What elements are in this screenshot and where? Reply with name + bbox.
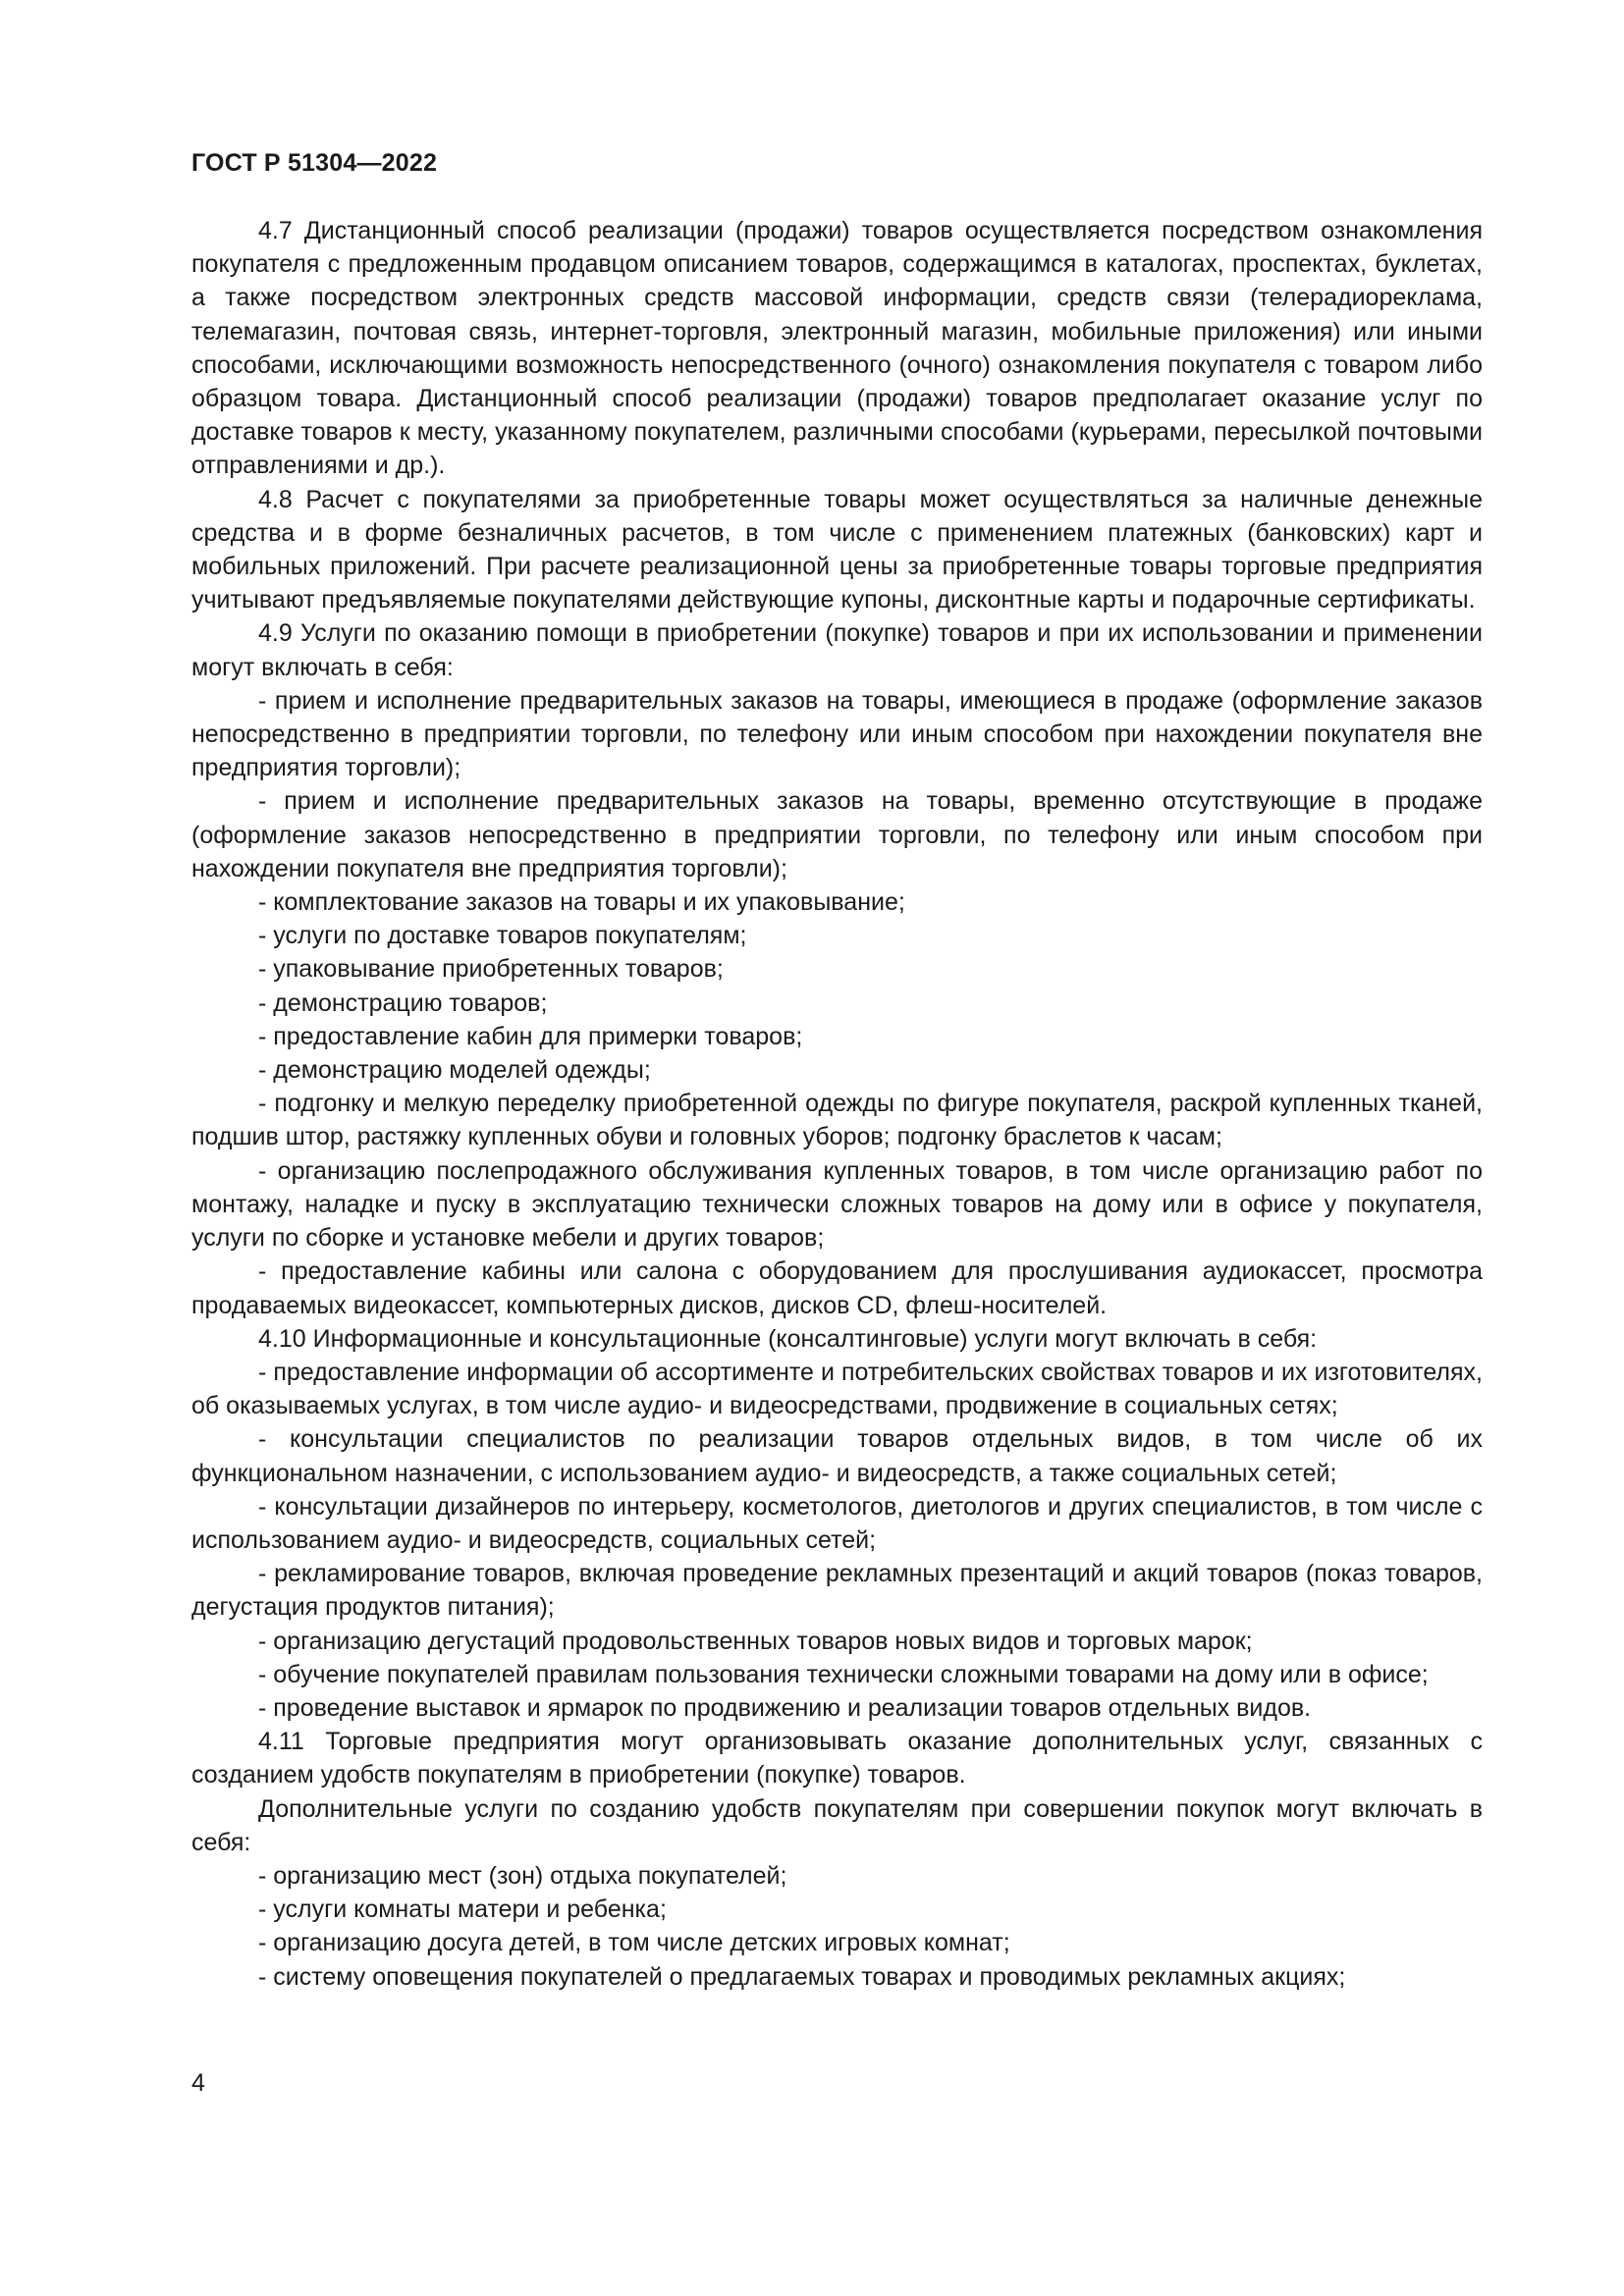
list-item: - предоставление информации об ассортименте и потребительских свойствах товаров и их изготовителях, об оказываемых услугах, в том числе аудио- и видеосредствами, продвижение в социальных сетях;: [191, 1358, 1483, 1420]
list-item: - услуги комнаты матери и ребенка;: [258, 1896, 667, 1924]
paragraph-4-7: 4.7 Дистанционный способ реализации (продажи) товаров осуществляется посредством ознакомления покупателя с предложенным продавцом описанием товаров, содержащимся в каталогах, проспектах, буклетах, а также посредством электронных средств массовой информации, средств связи (телерадиореклама, телемагазин, почтовая связь, интернет-торговля, электронный магазин, мобильные приложения) или иными способами, исключающими возможность непосредственного (очного) ознакомления покупателя с товаром либо образцом товара. Дистанционный способ реализации (продажи) товаров предполагает оказание услуг по доставке товаров к месту, указанному покупателем, различными способами (курьерами, пересылкой почтовыми отправлениями и др.).: [191, 217, 1483, 480]
list-item: - организацию дегустаций продовольственных товаров новых видов и торговых марок;: [258, 1627, 1253, 1655]
list-item: - прием и исполнение предварительных заказов на товары, временно отсутствующие в продаже (оформление заказов непосредственно в предприятии торговли, по телефону или иным способом при нахождении покупателя вне предприятия торговли);: [191, 787, 1483, 882]
list-item: - организацию досуга детей, в том числе детских игровых комнат;: [258, 1929, 1010, 1957]
list-item: - предоставление кабин для примерки товаров;: [258, 1022, 803, 1050]
document-body: [191, 214, 1483, 1994]
list-item: - организацию послепродажного обслуживания купленных товаров, в том числе организацию работ по монтажу, наладке и пуску в эксплуатацию технически сложных товаров на дому или в офисе у покупателя, услуги по сборке и установке мебели и других товаров;: [191, 1156, 1483, 1253]
list-item: - предоставление кабины или салона с оборудованием для прослушивания аудиокассет, просмотра продаваемых видеокассет, компьютерных дисков, дисков CD, флеш-носителей.: [191, 1257, 1483, 1319]
paragraph-4-9: 4.9 Услуги по оказанию помощи в приобретении (покупке) товаров и при их использовании и применении могут включать в себя:: [191, 619, 1483, 681]
list-item: - прием и исполнение предварительных заказов на товары, имеющиеся в продаже (оформление заказов непосредственно в предприятии торговли, по телефону или иным способом при нахождении покупателя вне предприятия торговли);: [191, 686, 1483, 782]
list-item: - услуги по доставке товаров покупателям;: [258, 922, 747, 950]
list-item: - систему оповещения покупателей о предлагаемых товарах и проводимых рекламных акциях;: [258, 1962, 1346, 1991]
list-item: - демонстрацию товаров;: [258, 988, 548, 1017]
list-item: - подгонку и мелкую переделку приобретенной одежды по фигуре покупателя, раскрой купленных тканей, подшив штор, растяжку купленных обуви и головных уборов; подгонку браслетов к часам;: [191, 1090, 1483, 1151]
list-item: - обучение покупателей правилам пользования технически сложными товарами на дому или в офисе;: [258, 1660, 1429, 1688]
page-number: 4: [191, 2069, 205, 2097]
list-item: - комплектование заказов на товары и их упаковывание;: [258, 888, 905, 917]
paragraph-4-10: 4.10 Информационные и консультационные (консалтинговые) услуги могут включать в себя:: [258, 1324, 1318, 1353]
list-item: - рекламирование товаров, включая проведение рекламных презентаций и акций товаров (показ товаров, дегустация продуктов питания);: [191, 1560, 1483, 1622]
list-item: - демонстрацию моделей одежды;: [258, 1056, 651, 1085]
paragraph-4-11: 4.11 Торговые предприятия могут организовывать оказание дополнительных услуг, связанных с созданием удобств покупателям в приобретении (покупке) товаров.: [191, 1728, 1483, 1789]
list-item: - организацию мест (зон) отдыха покупателей;: [258, 1861, 787, 1890]
paragraph-4-8: 4.8 Расчет с покупателями за приобретенные товары может осуществляться за наличные денежные средства и в форме безналичных расчетов, в том числе с применением платежных (банковских) карт и мобильных приложений. При расчете реализационной цены за приобретенные товары торговые предприятия учитывают предъявляемые покупателями действующие купоны, дисконтные карты и подарочные сертификаты.: [191, 485, 1483, 614]
paragraph-additional-services: Дополнительные услуги по созданию удобств покупателям при совершении покупок могут включать в себя:: [191, 1794, 1483, 1856]
list-item: - упаковывание приобретенных товаров;: [258, 955, 724, 984]
list-item: - консультации специалистов по реализации товаров отдельных видов, в том числе об их функциональном назначении, с использованием аудио- и видеосредств, а также социальных сетей;: [191, 1425, 1483, 1487]
list-item: - консультации дизайнеров по интерьеру, косметологов, диетологов и других специалистов, в том числе с использованием аудио- и видеосредств, социальных сетей;: [191, 1492, 1483, 1554]
standard-designation: ГОСТ Р 51304—2022: [191, 149, 438, 177]
list-item: - проведение выставок и ярмарок по продвижению и реализации товаров отдельных видов.: [258, 1693, 1312, 1722]
